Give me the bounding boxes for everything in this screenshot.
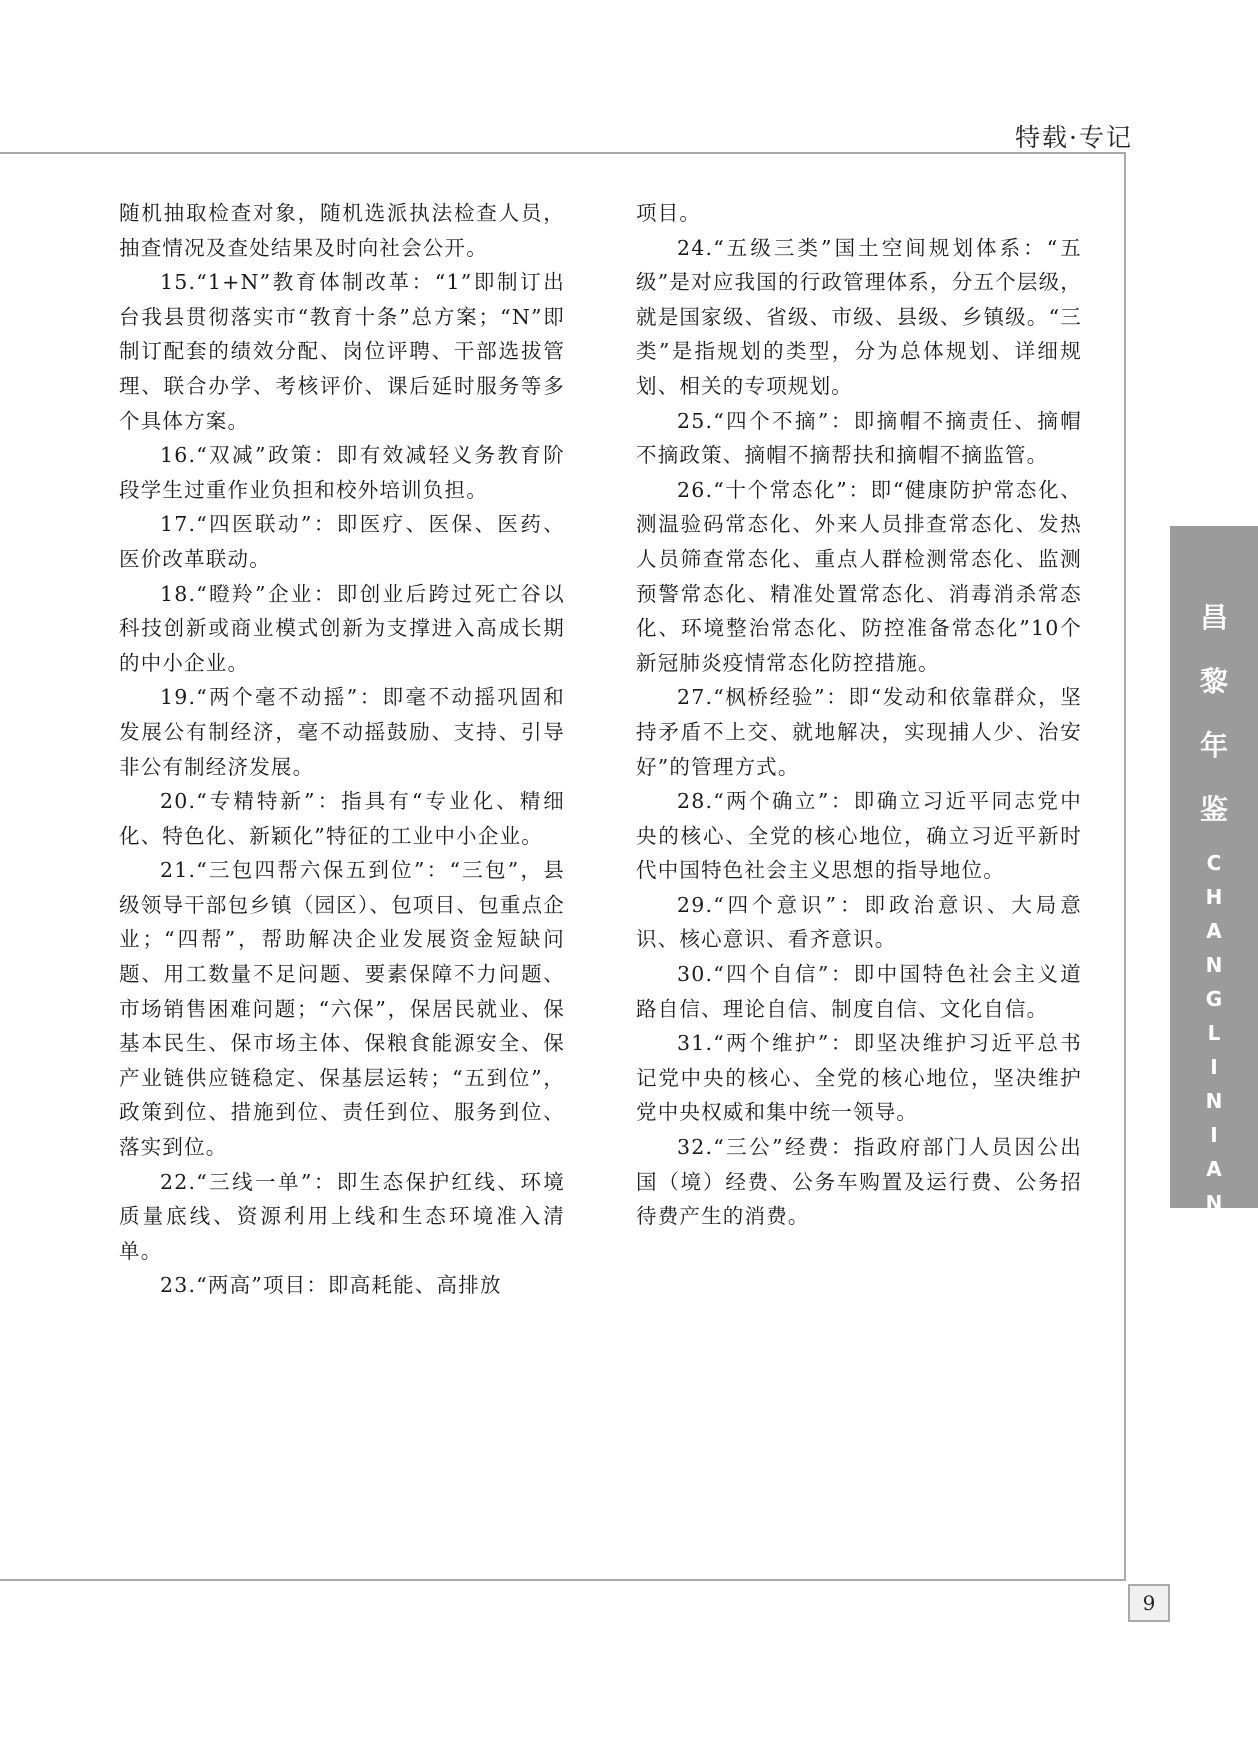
left-column [119,196,565,1303]
pinyin-letter: N [1205,953,1223,977]
paragraph: 30.“四个自信”：即中国特色社会主义道路自信、理论自信、制度自信、文化自信。 [636,962,1082,1021]
paragraph: 24.“五级三类”国土空间规划体系：“五级”是对应我国的行政管理体系，分五个层级，就是国家级、省级、市级、县级、乡镇级。“三类”是指规划的类型，分为总体规划、详细规划、相关的专项规划。 [636,235,1082,398]
pinyin-letter: I [1210,1259,1218,1283]
right-column [636,196,1082,1234]
yearbook-side-tab [1170,526,1258,1351]
paragraph: 21.“三包四帮六保五到位”：“三包”，县级领导干部包乡镇（园区）、包项目、包重点企业；“四帮”，帮助解决企业发展资金短缺问题、用工数量不足问题、要素保障不力问题、市场销售困难问题；“六保”，保居民就业、保基本民生、保市场主体、保粮食能源安全、保产业链供应链稳定、保基层运转；“五到位”，政策到位、措施到位、责任到位、服务到位、落实到位。 [119,858,565,1160]
paragraph: 随机抽取检查对象，随机选派执法检查人员，抽查情况及查处结果及时向社会公开。 [119,201,565,260]
paragraph: 29.“四个意识”：即政治意识、大局意识、核心意识、看齐意识。 [636,892,1082,952]
paragraph: 15.“1+N”教育体制改革：“1”即制订出台我县贯彻落实市“教育十条”总方案；“N”即制订配套的绩效分配、岗位评聘、干部选拔管理、联合办学、考核评价、课后延时服务等多个具体方案。 [119,270,565,433]
paragraph: 32.“三公”经费：指政府部门人员因公出国（境）经费、公务车购置及运行费、公务招待费产生的消费。 [636,1135,1082,1229]
pinyin-letter: N [1205,1191,1223,1215]
side-tab-pinyin [1170,846,1258,1356]
pinyin-letter: N [1205,1327,1223,1351]
pinyin-letter: J [1210,1225,1218,1249]
paragraph: 23.“两高”项目：即高耗能、高排放 [160,1273,502,1298]
side-tab-char: 昌 [1199,601,1228,634]
pinyin-letter: G [1205,987,1223,1011]
side-tab-char: 年 [1199,729,1228,762]
paragraph: 19.“两个毫不动摇”：即毫不动摇巩固和发展公有制经济，毫不动摇鼓励、支持、引导非公有制经济发展。 [119,685,565,779]
paragraph: 22.“三线一单”：即生态保护红线、环境质量底线、资源利用上线和生态环境准入清单。 [119,1169,565,1263]
paragraph: 20.“专精特新”：指具有“专业化、精细化、特色化、新颖化”特征的工业中小企业。 [119,789,565,848]
side-tab-char: 黎 [1199,665,1228,698]
section-title: 特载·专记 [1015,123,1133,152]
paragraph: 17.“四医联动”：即医疗、医保、医药、医价改革联动。 [119,512,565,571]
paragraph: 项目。 [636,201,702,225]
side-tab-char: 鉴 [1199,793,1228,826]
pinyin-letter: A [1206,1157,1222,1181]
paragraph: 25.“四个不摘”：即摘帽不摘责任、摘帽不摘政策、摘帽不摘帮扶和摘帽不摘监管。 [636,408,1082,468]
paragraph: 16.“双减”政策：即有效减轻义务教育阶段学生过重作业负担和校外培训负担。 [119,443,565,502]
pinyin-letter: A [1206,1293,1222,1317]
paragraph: 26.“十个常态化”：即“健康防护常态化、测温验码常态化、外来人员排查常态化、发热人员筛查常态化、重点人群检测常态化、监测预警常态化、精准处置常态化、消毒消杀常态化、环境整治常态化、防控准备常态化”10个新冠肺炎疫情常态化防控措施。 [636,477,1082,675]
paragraph: 27.“枫桥经验”：即“发动和依靠群众，坚持矛盾不上交、就地解决，实现捕人少、治安好”的管理方式。 [636,685,1082,779]
pinyin-letter: A [1206,919,1222,943]
pinyin-letter: I [1210,1123,1218,1147]
paragraph: 31.“两个维护”：即坚决维护习近平总书记党中央的核心、全党的核心地位，坚决维护党中央权威和集中统一领导。 [636,1031,1082,1125]
pinyin-letter: I [1210,1055,1218,1079]
pinyin-letter: N [1205,1089,1223,1113]
pinyin-letter: L [1207,1021,1221,1045]
paragraph: 28.“两个确立”：即确立习近平同志党中央的核心、全党的核心地位，确立习近平新时代中国特色社会主义思想的指导地位。 [636,789,1082,883]
paragraph: 18.“瞪羚”企业：即创业后跨过死亡谷以科技创新或商业模式创新为支撑进入高成长期的中小企业。 [119,581,565,675]
pinyin-letter: H [1205,885,1223,909]
pinyin-letter: C [1206,851,1222,875]
page-number: 9 [1128,1584,1170,1622]
